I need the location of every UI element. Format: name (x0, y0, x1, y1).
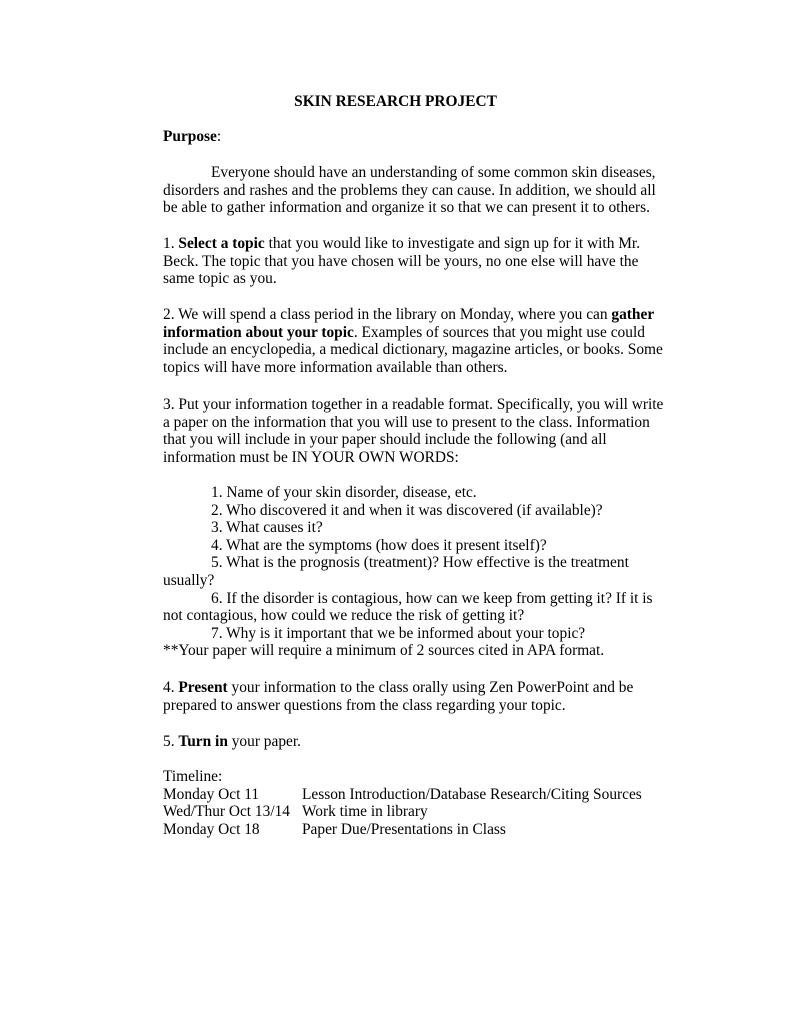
step-2-line-2-rest: . Examples of sources that you might use could (353, 323, 645, 341)
purpose-line-3: be able to gather information and organize it so that we can present it to others. (163, 199, 650, 217)
step-5-bold: Turn in (178, 733, 228, 750)
step-4-paragraph (163, 679, 683, 714)
step-2-line-4: topics will have more information available than others. (163, 358, 508, 376)
timeline (163, 768, 683, 838)
step-1-paragraph (163, 235, 683, 288)
question-5-line-1: 5. What is the prognosis (treatment)? How effective is the treatment (211, 554, 629, 572)
timeline-event: Work time in library (302, 803, 428, 821)
step-1-line-1-rest: that you would like to investigate and sign up for it with Mr. (264, 235, 641, 252)
step-2-line-1-pre: 2. We will spend a class period in the library on Monday, where you can (163, 306, 612, 323)
step-3-question-list (163, 484, 683, 660)
step-3-line-4: information must be IN YOUR OWN WORDS: (163, 448, 459, 466)
step-2-line-3: include an encyclopedia, a medical dictionary, magazine articles, or books. Some (163, 341, 663, 359)
step-1-line-3: same topic as you. (163, 270, 277, 288)
timeline-date: Monday Oct 11 (163, 785, 260, 803)
question-3: 3. What causes it? (211, 519, 323, 537)
step-2-line-1-bold: gather (611, 306, 655, 323)
timeline-row (163, 786, 683, 804)
question-2: 2. Who discovered it and when it was discovered (if available)? (211, 501, 603, 519)
step-3-line-1: 3. Put your information together in a readable format. Specifically, you will write (163, 396, 664, 413)
question-6-line-1: 6. If the disorder is contagious, how can we keep from getting it? If it is (211, 589, 653, 607)
timeline-row (163, 803, 683, 821)
step-4-line-2: prepared to answer questions from the class regarding your topic. (163, 696, 566, 714)
step-4-line-1-rest: your information to the class orally using Zen PowerPoint and be (227, 679, 634, 696)
timeline-heading: Timeline: (163, 768, 223, 785)
question-7: 7. Why is it important that we be informed about your topic? (211, 624, 586, 642)
step-1-line-2: Beck. The topic that you have chosen will be yours, no one else will have the (163, 252, 639, 270)
timeline-date: Monday Oct 18 (163, 820, 260, 838)
step-4-number: 4. (163, 679, 179, 696)
question-6-line-2: not contagious, how could we reduce the risk of getting it? (163, 607, 525, 625)
step-3-line-2: a paper on the information that you will use to present to the class. Information (163, 413, 650, 431)
question-4: 4. What are the symptoms (how does it present itself)? (211, 536, 547, 554)
question-5-line-2: usually? (163, 571, 215, 589)
step-2-paragraph (163, 306, 683, 376)
step-3-line-3: that you will include in your paper should include the following (and all (163, 431, 607, 449)
step-5-rest: your paper. (227, 733, 301, 750)
question-1: 1. Name of your skin disorder, disease, etc. (211, 484, 477, 501)
sources-note: **Your paper will require a minimum of 2 sources cited in APA format. (163, 642, 605, 660)
timeline-event: Lesson Introduction/Database Research/Citing Sources (302, 785, 642, 803)
step-3-paragraph (163, 396, 683, 466)
timeline-date: Wed/Thur Oct 13/14 (163, 803, 290, 821)
step-5-paragraph (163, 733, 683, 751)
purpose-line-1: Everyone should have an understanding of some common skin diseases, (211, 164, 656, 181)
purpose-line-2: disorders and rashes and the problems they can cause. In addition, we should all (163, 181, 656, 199)
purpose-heading (163, 128, 683, 146)
timeline-event: Paper Due/Presentations in Class (302, 820, 506, 838)
step-4-bold: Present (178, 679, 228, 696)
timeline-row (163, 821, 683, 839)
purpose-paragraph (163, 164, 683, 217)
document-title: SKIN RESEARCH PROJECT (294, 93, 497, 110)
step-2-line-2-bold: information about your topic (163, 323, 354, 341)
step-5-number: 5. (163, 733, 179, 750)
purpose-label: Purpose (163, 128, 217, 145)
step-1-number: 1. (163, 235, 179, 252)
step-1-bold: Select a topic (178, 235, 265, 252)
purpose-colon: : (216, 128, 222, 145)
